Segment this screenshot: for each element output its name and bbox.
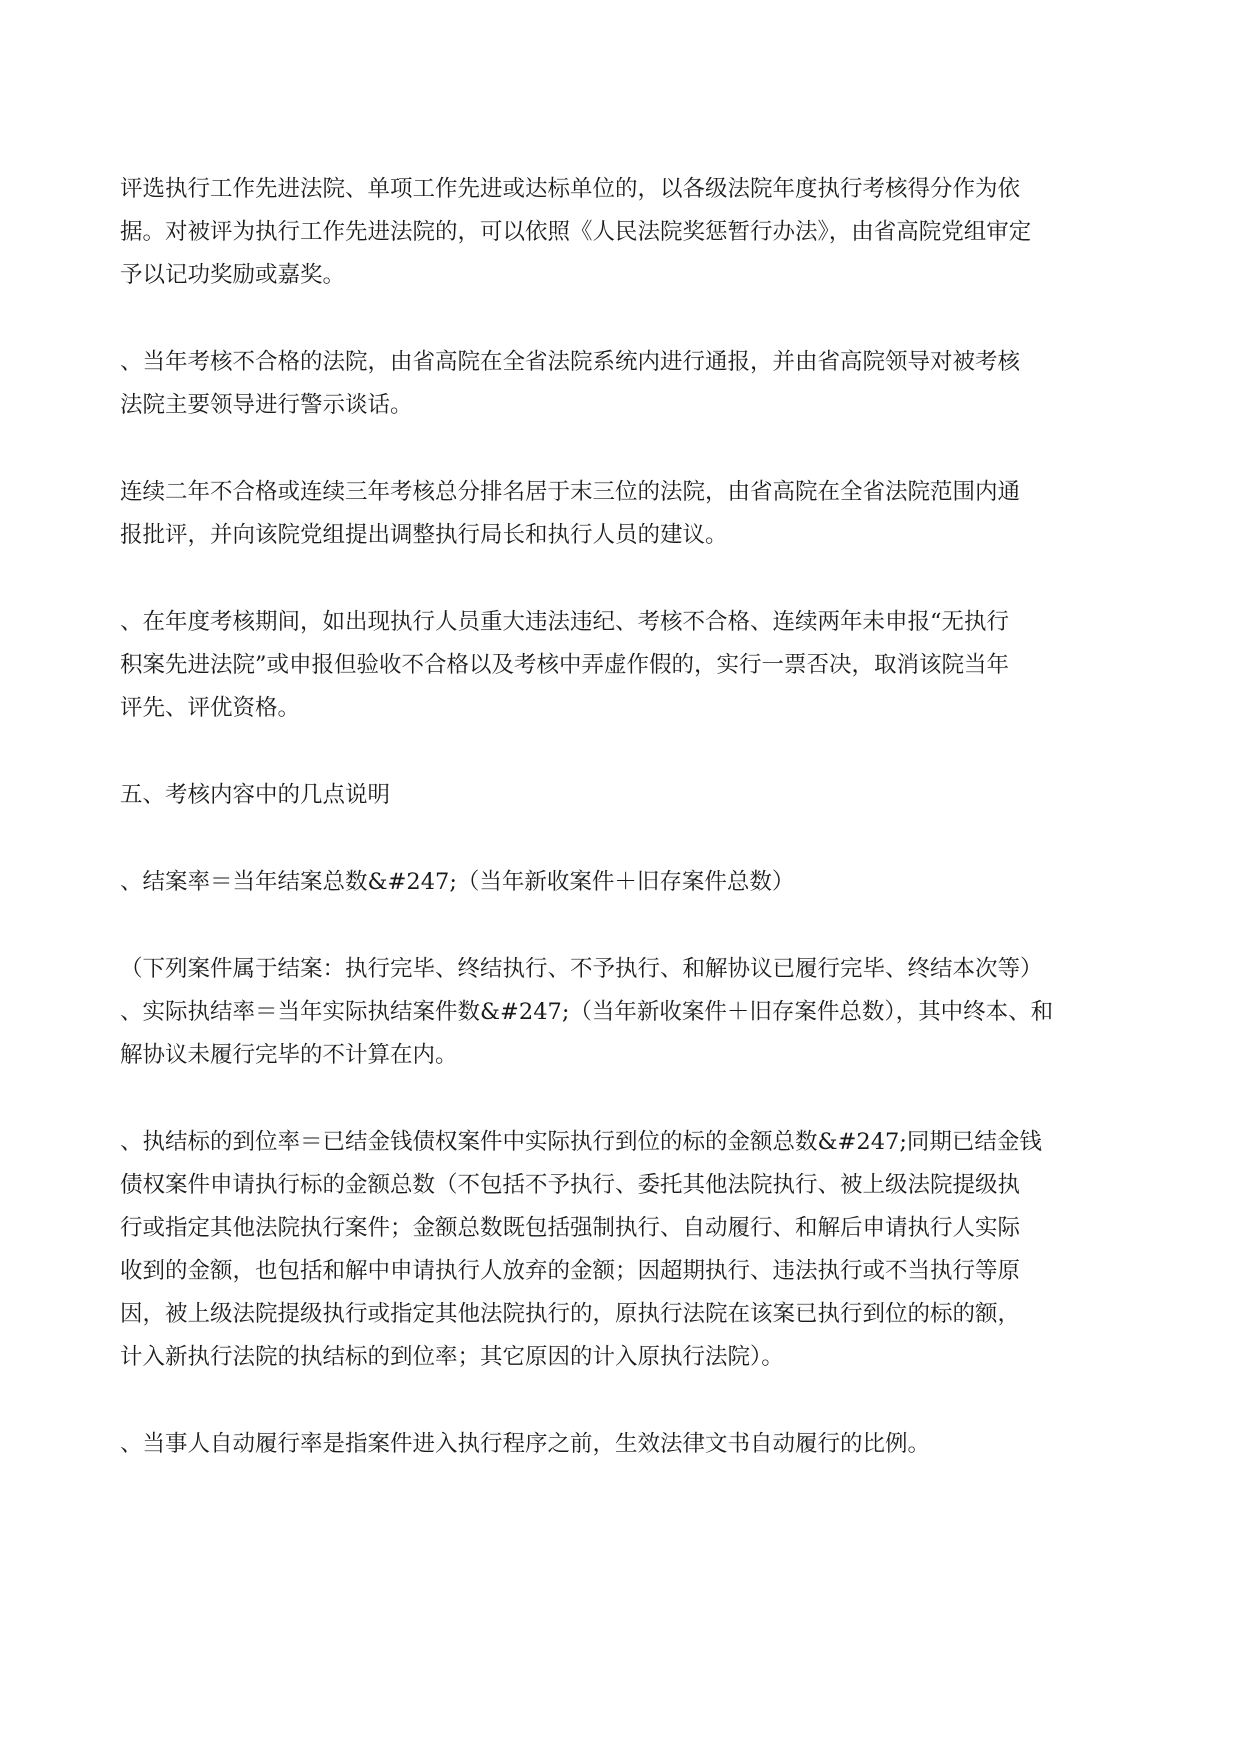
text-line: 收到的金额，也包括和解中申请执行人放弃的金额；因超期执行、违法执行或不当执行等原	[120, 1258, 1021, 1284]
text-line: 、结案率＝当年结案总数&#247;（当年新收案件＋旧存案件总数）	[120, 869, 795, 895]
text-line: 连续二年不合格或连续三年考核总分排名居于末三位的法院，由省高院在全省法院范围内通	[120, 479, 1021, 505]
text-line: 行或指定其他法院执行案件；金额总数既包括强制执行、自动履行、和解后申请执行人实际	[120, 1215, 1021, 1241]
text-line: 、实际执结率＝当年实际执结案件数&#247;（当年新收案件＋旧存案件总数），其中终本、和	[120, 999, 1054, 1025]
text-line: 评选执行工作先进法院、单项工作先进或达标单位的，以各级法院年度执行考核得分作为依	[120, 176, 1021, 202]
paragraph-award-criteria	[120, 168, 1130, 297]
paragraph-veto	[120, 601, 1130, 730]
paragraph-failing-notice	[120, 341, 1130, 427]
paragraph-target-recovery-rate	[120, 1121, 1130, 1379]
text-line: 解协议未履行完毕的不计算在内。	[120, 1042, 458, 1068]
text-line: 予以记功奖励或嘉奖。	[120, 262, 346, 288]
text-line: 评先、评优资格。	[120, 695, 301, 721]
text-line: 法院主要领导进行警示谈话。	[120, 392, 413, 418]
text-line: 因，被上级法院提级执行或指定其他法院执行的，原执行法院在该案已执行到位的标的额，	[120, 1301, 1021, 1327]
text-line: 、当事人自动履行率是指案件进入执行程序之前，生效法律文书自动履行的比例。	[120, 1431, 931, 1457]
paragraph-consecutive-failure	[120, 471, 1130, 557]
text-line: 计入新执行法院的执结标的到位率；其它原因的计入原执行法院）。	[120, 1344, 784, 1370]
text-line: 、当年考核不合格的法院，由省高院在全省法院系统内进行通报，并由省高院领导对被考核	[120, 349, 1021, 375]
section-heading	[120, 774, 1130, 817]
text-line: 五、考核内容中的几点说明	[120, 782, 391, 808]
paragraph-closure-rate	[120, 861, 1130, 904]
text-line: 债权案件申请执行标的金额总数（不包括不予执行、委托其他法院执行、被上级法院提级执	[120, 1172, 1021, 1198]
text-line: （下列案件属于结案：执行完毕、终结执行、不予执行、和解协议已履行完毕、终结本次等）	[120, 956, 1043, 982]
document-body	[120, 168, 1130, 1466]
text-line: 报批评，并向该院党组提出调整执行局长和执行人员的建议。	[120, 522, 728, 548]
text-line: 据。对被评为执行工作先进法院的，可以依照《人民法院奖惩暂行办法》，由省高院党组审定	[120, 219, 1032, 245]
text-line: 积案先进法院”或申报但验收不合格以及考核中弄虚作假的，实行一票否决，取消该院当年	[120, 652, 1010, 678]
paragraph-actual-closure-rate	[120, 948, 1130, 1077]
text-line: 、在年度考核期间，如出现执行人员重大违法违纪、考核不合格、连续两年未申报“无执行	[120, 609, 1010, 635]
text-line: 、执结标的到位率＝已结金钱债权案件中实际执行到位的标的金额总数&#247;同期已结金钱	[120, 1129, 1042, 1155]
paragraph-voluntary-performance-rate	[120, 1423, 1130, 1466]
